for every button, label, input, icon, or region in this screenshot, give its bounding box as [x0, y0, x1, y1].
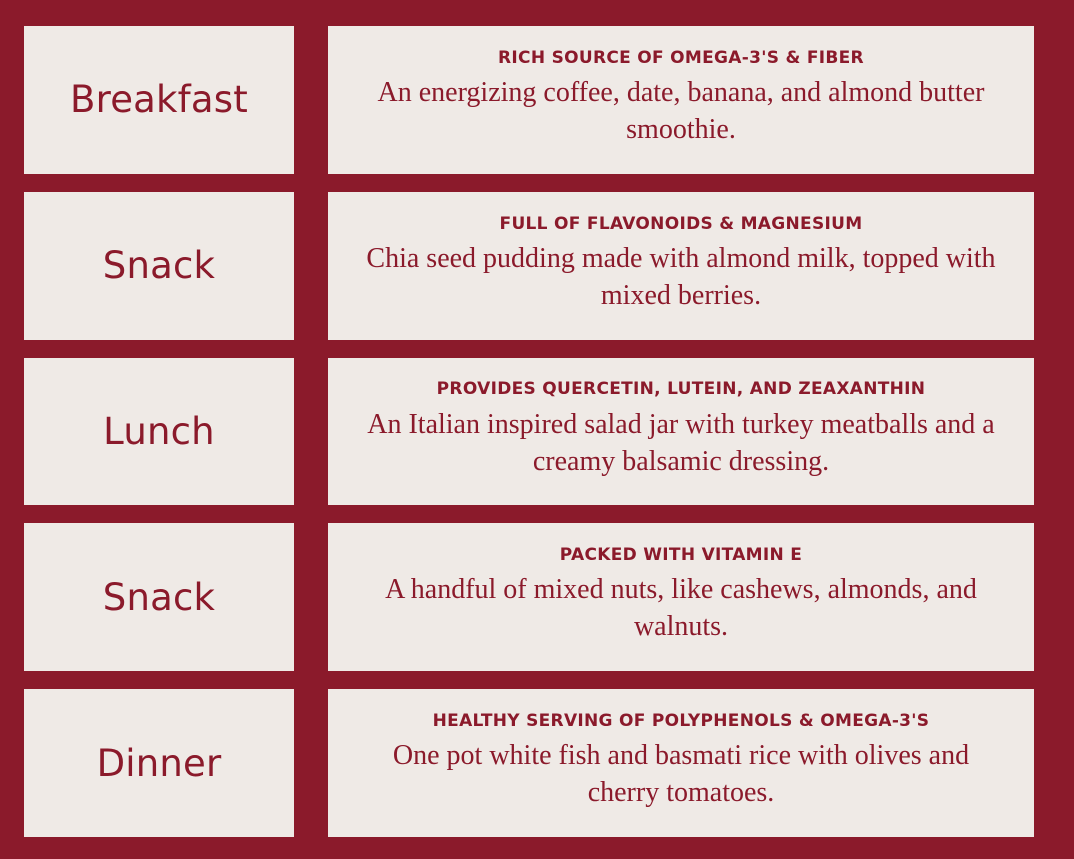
meal-detail-snack-afternoon: [328, 523, 1034, 671]
meal-detail-lunch: [328, 358, 1034, 506]
meal-description: An Italian inspired salad jar with turkey meatballs and a creamy balsamic dressing.: [367, 408, 995, 477]
nutrient-highlight: PACKED WITH VITAMIN E: [559, 545, 803, 566]
nutrient-highlight: RICH SOURCE OF OMEGA-3'S & FIBER: [498, 47, 864, 68]
meal-detail-snack-morning: [328, 192, 1034, 340]
nutrient-highlight: PROVIDES QUERCETIN, LUTEIN, AND ZEAXANTHIN: [436, 379, 926, 400]
meal-description: An energizing coffee, date, banana, and almond butter smoothie.: [377, 76, 985, 145]
meal-row: [24, 192, 1034, 340]
meal-label-text: Lunch: [103, 409, 215, 453]
meal-label-text: Snack: [102, 244, 216, 288]
meal-row: [24, 523, 1034, 671]
meal-detail-breakfast: [328, 26, 1034, 174]
meal-detail-dinner: [328, 689, 1034, 837]
meal-row: [24, 358, 1034, 506]
meal-label-dinner: [24, 689, 294, 837]
meal-label-text: Breakfast: [70, 78, 248, 122]
meal-label-text: Dinner: [96, 741, 222, 785]
meal-label-snack-afternoon: [24, 523, 294, 671]
meal-description: One pot white fish and basmati rice with olives and cherry tomatoes.: [392, 740, 970, 809]
meal-description: Chia seed pudding made with almond milk, topped with mixed berries.: [366, 242, 996, 311]
meal-description: A handful of mixed nuts, like cashews, almonds, and walnuts.: [385, 574, 977, 643]
meal-row: [24, 689, 1034, 837]
meal-label-lunch: [24, 358, 294, 506]
meal-label-breakfast: [24, 26, 294, 174]
meal-label-text: Snack: [102, 575, 216, 619]
meal-label-snack-morning: [24, 192, 294, 340]
nutrient-highlight: FULL OF FLAVONOIDS & MAGNESIUM: [499, 213, 863, 234]
nutrient-highlight: HEALTHY SERVING OF POLYPHENOLS & OMEGA-3'S: [432, 711, 930, 732]
meal-row: [24, 26, 1034, 174]
